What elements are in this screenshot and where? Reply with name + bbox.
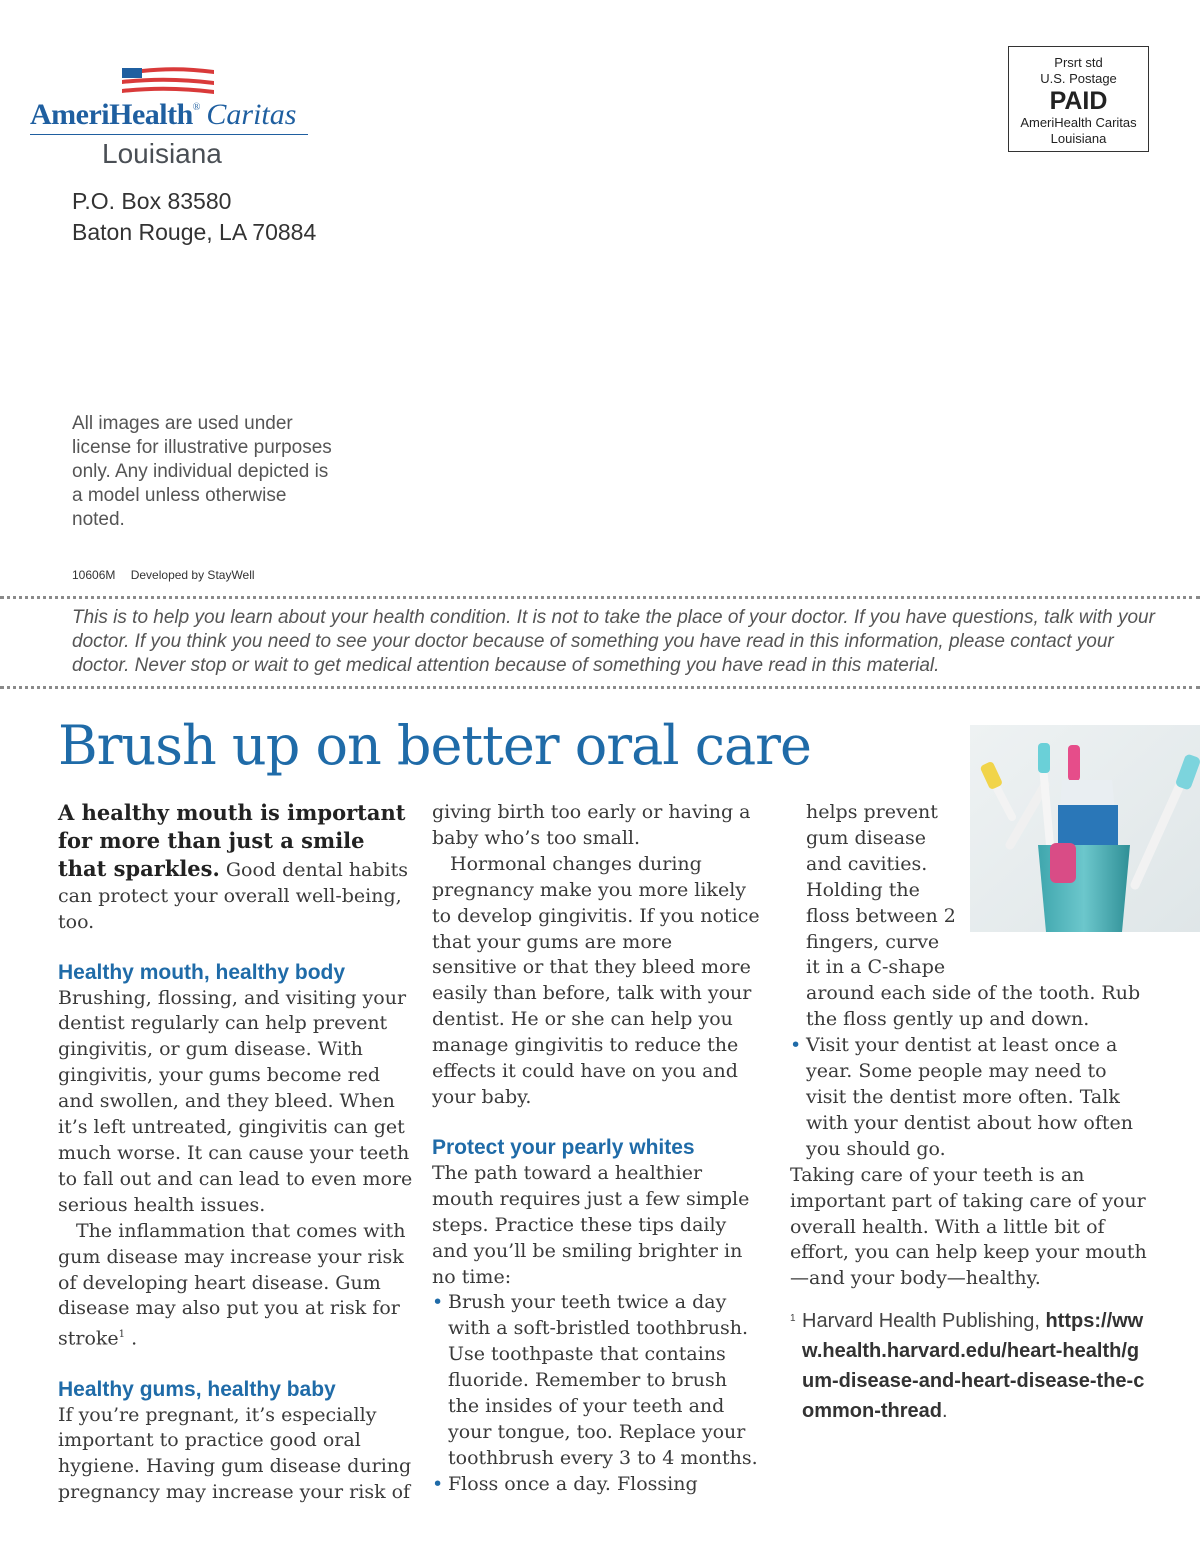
image-license-note: All images are used under license for illustrative purposes only. Any individual depicted is a model unless otherwise noted. bbox=[72, 413, 332, 530]
list-continuation: helps prevent gum disease and cavities. Holding the floss between 2 fingers, curve it in a C-shape bbox=[806, 801, 956, 979]
lead-bold: A healthy mouth is important for more than just a smile that sparkles. bbox=[58, 800, 406, 881]
footnote-ref: 1 bbox=[118, 1329, 126, 1341]
postage-paid: PAID bbox=[1049, 87, 1108, 115]
return-address bbox=[72, 186, 316, 248]
developer-credit: Developed by StayWell bbox=[130, 568, 255, 582]
footnote-source: Harvard Health Publishing, bbox=[802, 1310, 1040, 1333]
divider-bottom bbox=[0, 686, 1200, 689]
section-heading: Protect your pearly whites bbox=[432, 1135, 695, 1159]
column-2 bbox=[432, 800, 762, 1498]
address-line: Baton Rouge, LA 70884 bbox=[72, 219, 317, 245]
disclaimer: This is to help you learn about your health condition. It is not to take the place of your doctor. If you have questions, talk with your doctor. If you think you need to see your doctor because of something you have read in this information, please contact your doctor. Never stop or wait to get medical attention because of something you have read in this material. bbox=[72, 607, 1155, 676]
list-continuation: around each side of the tooth. Rub the floss gently up and down. bbox=[806, 982, 1141, 1031]
postage-indicia bbox=[1008, 46, 1149, 152]
lead-rest: Good dental habits can protect your overall well-being, too. bbox=[58, 858, 409, 933]
document-code bbox=[72, 568, 255, 582]
postage-line: U.S. Postage bbox=[1040, 71, 1117, 86]
body-paragraph: Hormonal changes during pregnancy make you more likely to develop gingivitis. If you notice that your gums are more sensitive or that they bleed more easily than before, talk with your dentist. He or she can help you manage gingivitis to reduce the effects it could have on you and your baby. bbox=[432, 852, 760, 1108]
column-3 bbox=[790, 800, 1150, 1426]
body-text: . bbox=[125, 1327, 138, 1350]
logo-wordmark: AmeriHealth® Caritas bbox=[30, 98, 297, 131]
column-1 bbox=[58, 800, 413, 1506]
tips-list bbox=[432, 1290, 762, 1497]
page-title: Brush up on better oral care bbox=[58, 714, 811, 777]
footnote-end: . bbox=[942, 1400, 948, 1423]
brand-logo bbox=[30, 62, 320, 182]
section-heading: Healthy gums, healthy baby bbox=[58, 1377, 336, 1401]
logo-divider bbox=[30, 134, 308, 135]
flag-icon bbox=[122, 66, 216, 96]
footnote-number: 1 bbox=[790, 1313, 796, 1325]
list-item: • Visit your dentist at least once a year. Some people may need to visit the dentist more often. Talk with your dentist about how often you should go. bbox=[790, 1033, 1150, 1163]
postage-line: AmeriHealth Caritas bbox=[1020, 115, 1137, 130]
footnote-link[interactable]: https://www.health.harvard.edu/heart-health/gum-disease-and-heart-disease-the-common-thread bbox=[802, 1310, 1145, 1423]
body-paragraph: Brushing, flossing, and visiting your dentist regularly can help prevent gingivitis, or gum disease. With gingivitis, your gums become red and swollen, and they bleed. When it’s left untreated, gingivitis can get much worse. It can cause your teeth to fall out and can lead to even more serious health issues. bbox=[58, 986, 413, 1216]
tips-list bbox=[790, 1033, 1150, 1163]
body-paragraph bbox=[58, 1219, 413, 1353]
logo-state: Louisiana bbox=[102, 138, 222, 169]
divider-top bbox=[0, 596, 1200, 599]
postage-line: Louisiana bbox=[1050, 131, 1107, 146]
body-paragraph: If you’re pregnant, it’s especially important to practice good oral hygiene. Having gum disease during pregnancy may increase your risk of bbox=[58, 1403, 412, 1504]
postage-line: Prsrt std bbox=[1054, 55, 1103, 70]
body-text: The inflammation that comes with gum disease may increase your risk of developing heart disease. Gum disease may also put you at risk for stroke bbox=[58, 1219, 406, 1350]
address-line: P.O. Box 83580 bbox=[72, 188, 232, 214]
body-paragraph: Taking care of your teeth is an important part of taking care of your overall health. With a little bit of effort, you can help keep your mouth—and your body—healthy. bbox=[790, 1163, 1147, 1290]
section-heading: Healthy mouth, healthy body bbox=[58, 960, 346, 984]
footnote bbox=[790, 1306, 1150, 1426]
list-item: • Brush your teeth twice a day with a soft-bristled toothbrush. Use toothpaste that contains fluoride. Remember to brush the insides of your teeth and your tongue, too. Replace your toothbrush every 3 to 4 months. bbox=[432, 1290, 762, 1471]
list-item: • Floss once a day. Flossing bbox=[432, 1472, 762, 1498]
code-id: 10606M bbox=[72, 568, 116, 582]
body-paragraph: giving birth too early or having a baby who’s too small. bbox=[432, 801, 751, 849]
body-paragraph: The path toward a healthier mouth requires just a few simple steps. Practice these tips daily and you’ll be smiling brighter in no time: bbox=[432, 1161, 750, 1288]
lead-paragraph bbox=[58, 800, 413, 936]
